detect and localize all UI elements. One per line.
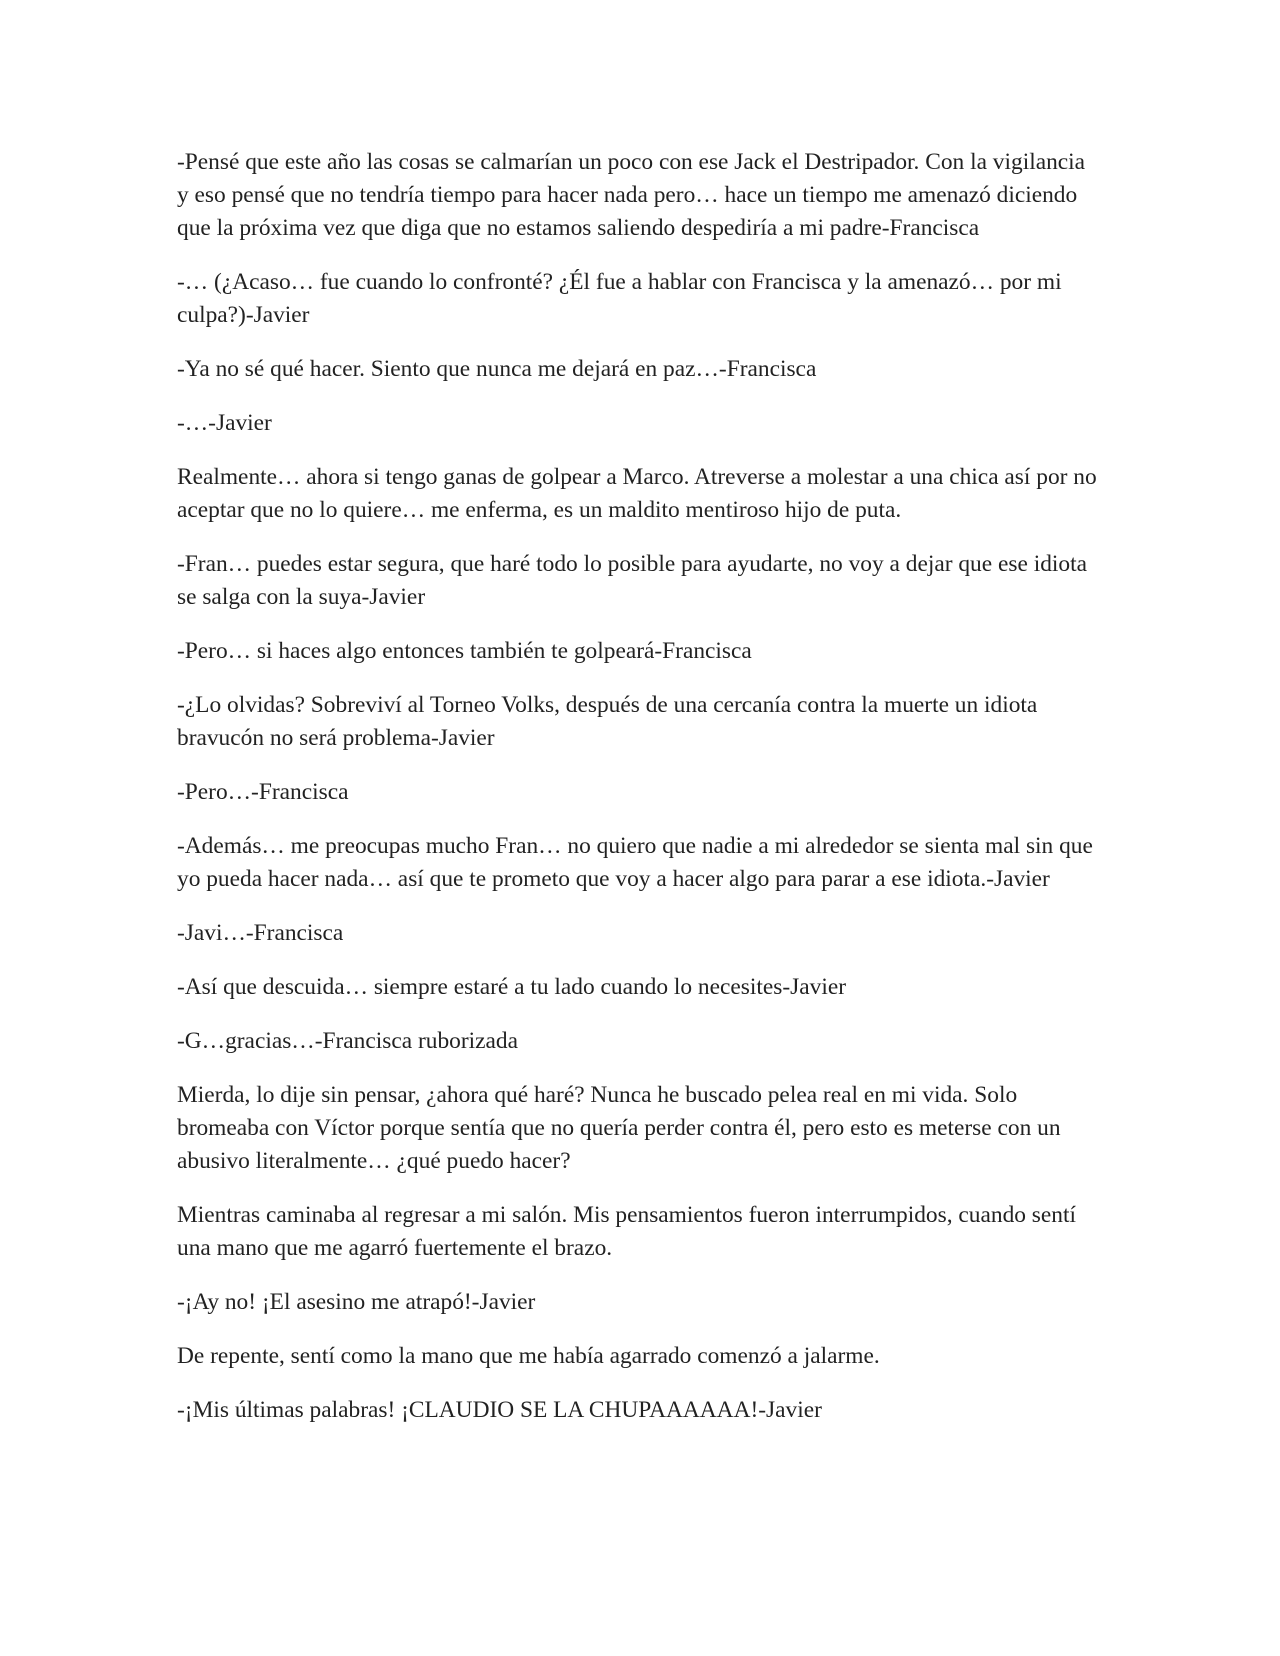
paragraph: -¡Ay no! ¡El asesino me atrapó!-Javier [177,1289,536,1315]
paragraph: De repente, sentí como la mano que me había agarrado comenzó a jalarme. [177,1343,880,1369]
paragraph: Mientras caminaba al regresar a mi salón. Mis pensamientos fueron interrumpidos, cuando sentí una mano que me agarró fuertemente el brazo. [177,1202,1076,1261]
paragraph: -Ya no sé qué hacer. Siento que nunca me dejará en paz…-Francisca [177,356,817,382]
paragraph: -¡Mis últimas palabras! ¡CLAUDIO SE LA CHUPAAAAAA!-Javier [177,1397,822,1423]
paragraph: -Javi…-Francisca [177,920,344,946]
paragraph: -Además… me preocupas mucho Fran… no quiero que nadie a mi alrededor se sienta mal sin que yo pueda hacer nada… así que te prometo que voy a hacer algo para parar a ese idiota.-Javier [177,833,1093,892]
paragraph: Realmente… ahora si tengo ganas de golpear a Marco. Atreverse a molestar a una chica así por no aceptar que no lo quiere… me enferma, es un maldito mentiroso hijo de puta. [177,464,1097,523]
paragraph: Mierda, lo dije sin pensar, ¿ahora qué haré? Nunca he buscado pelea real en mi vida. Solo bromeaba con Víctor porque sentía que no quería perder contra él, pero esto es meterse con un abusivo literalmente… ¿qué puedo hacer? [177,1082,1061,1174]
paragraph: -G…gracias…-Francisca ruborizada [177,1028,518,1054]
paragraph: -… (¿Acaso… fue cuando lo confronté? ¿Él fue a hablar con Francisca y la amenazó… por mi culpa?)-Javier [177,269,1062,328]
paragraph: -Fran… puedes estar segura, que haré todo lo posible para ayudarte, no voy a dejar que ese idiota se salga con la suya-Javier [177,551,1087,610]
paragraph: -¿Lo olvidas? Sobreviví al Torneo Volks, después de una cercanía contra la muerte un idiota bravucón no será problema-Javier [177,692,1038,751]
paragraph: -Pero… si haces algo entonces también te golpeará-Francisca [177,638,752,664]
paragraph: -…-Javier [177,410,272,436]
paragraph: -Así que descuida… siempre estaré a tu lado cuando lo necesites-Javier [177,974,846,1000]
document-body [177,146,1097,1448]
paragraph: -Pensé que este año las cosas se calmarían un poco con ese Jack el Destripador. Con la vigilancia y eso pensé que no tendría tiempo para hacer nada pero… hace un tiempo me amenazó diciendo que la próxima vez que diga que no estamos saliendo despediría a mi padre-Francisca [177,149,1086,241]
paragraph: -Pero…-Francisca [177,779,349,805]
